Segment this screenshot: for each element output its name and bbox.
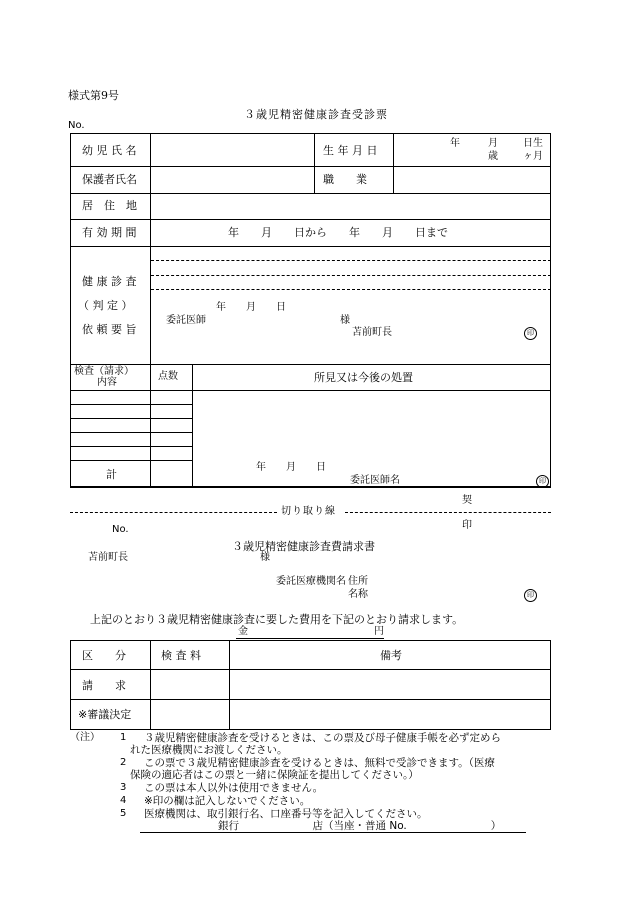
fee-col-category: 区 分	[82, 649, 126, 662]
note-number: 2	[120, 757, 127, 768]
occupation-label: 職 業	[323, 173, 367, 186]
col-divider	[150, 133, 151, 246]
note-text: この票で３歳児精密健康診査を受けるときは、無料で受診できます。（医療	[144, 757, 495, 769]
institution-label: 委託医療機関名	[276, 576, 346, 587]
row-divider	[70, 432, 193, 433]
validity-period: 年 月 日から 年 月 日まで	[228, 226, 448, 239]
note-text: ※印の欄は記入しないでください。	[144, 795, 311, 807]
address-label: 住所	[348, 576, 368, 587]
dotted-line	[151, 275, 551, 276]
col-divider	[150, 640, 151, 730]
cut-dashed-line	[70, 512, 277, 513]
col-divider	[192, 364, 193, 486]
bank-info-line: 銀行 店（当座・普通 No. ）	[218, 820, 502, 832]
note-text: れた医療機関にお渡しください。	[130, 744, 288, 756]
request-doctor: 委託医師	[166, 315, 206, 326]
seal-icon: 印	[524, 589, 537, 602]
row-divider	[70, 193, 551, 194]
note-text: この票は本人以外は使用できません。	[144, 782, 324, 794]
seal-icon: 印	[536, 475, 549, 488]
exam-doctor-name: 委託医師名	[350, 475, 400, 486]
row-divider	[70, 669, 551, 670]
birth-year-label: 年	[450, 138, 460, 149]
note-text: 医療機関は、取引銀行名、口座番号等を記入してください。	[144, 808, 428, 820]
dotted-line	[151, 289, 551, 290]
form-title: ３歳児精密健康診査受診票	[244, 108, 388, 121]
age-months-label: ヶ月	[523, 151, 543, 162]
amount-underline	[236, 638, 384, 639]
fee-col-remarks: 備考	[380, 649, 402, 662]
exam-total-label: 計	[106, 468, 117, 481]
row-divider	[70, 446, 193, 447]
amount-yen-label: 円	[374, 626, 384, 637]
invoice-no-label: No.	[112, 524, 129, 535]
request-sama: 様	[340, 315, 350, 326]
exam-findings-header: 所見又は今後の処置	[314, 371, 413, 384]
request-mayor: 苫前町長	[352, 327, 392, 338]
request-date: 年 月 日	[216, 302, 286, 313]
dotted-line	[151, 260, 551, 261]
notes-label: （注）	[70, 732, 100, 743]
exam-item-header-2: 内容	[97, 377, 117, 388]
institution-name-label: 名称	[348, 589, 368, 600]
invoice-to: 苫前町長	[88, 552, 128, 563]
col-divider	[150, 364, 151, 486]
seal-icon: 印	[524, 327, 537, 340]
row-divider	[70, 166, 551, 167]
guardian-label: 保護者氏名	[82, 173, 137, 186]
row-divider	[70, 460, 193, 461]
row-divider	[70, 390, 551, 391]
note-text: ３歳児精密健康診査を受けるときは、この票及び母子健康手帳を必ず定めら	[144, 732, 501, 744]
form-number: 様式第9号	[68, 89, 119, 102]
row-divider	[70, 486, 551, 487]
invoice-sama: 様	[260, 552, 270, 563]
fee-row-request: 請 求	[82, 679, 126, 692]
row-divider	[70, 246, 551, 247]
col-divider	[150, 246, 151, 364]
col-divider	[393, 133, 394, 193]
note-number: 3	[120, 782, 127, 793]
fee-row-decision: ※審議決定	[78, 708, 132, 721]
exam-date: 年 月 日	[256, 462, 326, 473]
note-text: 保険の適応者はこの票と一緒に保険証を提出してください。）	[130, 769, 419, 781]
row-divider	[70, 219, 551, 220]
fee-col-exam-fee: 検 査 料	[161, 649, 201, 662]
seal-mark: 印	[462, 520, 472, 531]
row-divider	[70, 699, 551, 700]
bank-underline	[140, 832, 526, 833]
invoice-title: ３歳児精密健康診査費請求書	[232, 540, 375, 553]
birth-date-label: 生 年 月 日	[323, 144, 378, 157]
validity-label: 有 効 期 間	[82, 226, 137, 239]
row-divider	[70, 364, 551, 365]
row-divider	[70, 418, 193, 419]
exam-item-header: 検査（請求）	[74, 366, 134, 377]
main-table	[70, 133, 551, 488]
cut-dashed-line	[345, 512, 551, 513]
exam-points-header: 点数	[158, 371, 178, 382]
cut-line-label: 切り取り線	[281, 506, 336, 517]
col-divider	[314, 133, 315, 193]
note-number: 1	[120, 732, 127, 743]
form-no-label: No.	[68, 120, 85, 131]
fee-table	[70, 640, 551, 730]
birth-month-label: 月	[488, 138, 498, 149]
request-label-1: 健 康 診 査	[82, 275, 137, 288]
child-name-label: 幼 児 氏 名	[82, 144, 137, 157]
note-number: 4	[120, 795, 127, 806]
amount-kin-label: 金	[238, 626, 248, 637]
col-divider	[229, 640, 230, 730]
note-number: 5	[120, 808, 127, 819]
invoice-statement: 上記のとおり３歳児精密健康診査に要した費用を下記のとおり請求します。	[90, 613, 464, 626]
request-label-3: 依 頼 要 旨	[82, 323, 137, 336]
residence-label: 居 住 地	[82, 199, 137, 212]
request-label-2: （ 判 定 ）	[78, 299, 133, 312]
birth-day-label: 日生	[523, 138, 543, 149]
age-years-label: 歳	[488, 151, 498, 162]
row-divider	[70, 404, 193, 405]
contract-mark: 契	[462, 495, 472, 506]
